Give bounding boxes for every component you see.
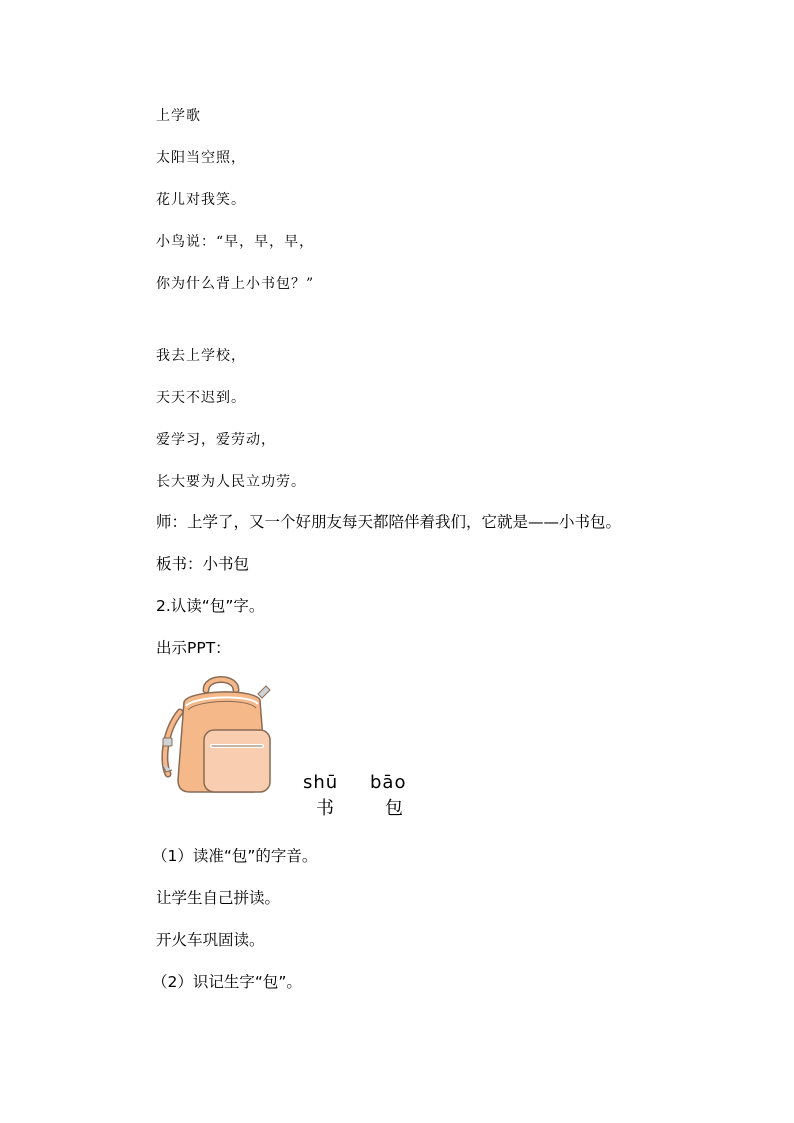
item-1-heading: （1）读准“包”的字音。 <box>152 847 318 865</box>
pinyin-bao: bāo <box>370 772 407 793</box>
poem-line: 太阳当空照， <box>156 150 246 166</box>
poem-line: 长大要为人民立功劳。 <box>156 474 306 490</box>
teacher-line: 师：上学了，又一个好朋友每天都陪伴着我们，它就是——小书包。 <box>156 513 622 531</box>
poem-line: 我去上学校， <box>156 348 246 364</box>
pinyin-shu: shū <box>303 772 339 793</box>
poem-line: 你为什么背上小书包？” <box>156 276 315 292</box>
item-2-heading: （2）识记生字“包”。 <box>152 973 302 991</box>
backpack-icon <box>154 672 276 798</box>
step-2-heading: 2.认读“包”字。 <box>156 597 265 615</box>
hanzi-shu: 书 <box>316 798 334 819</box>
board-writing: 板书：小书包 <box>156 555 250 573</box>
hanzi-bao: 包 <box>385 798 403 819</box>
poem-line: 小鸟说：“早，早，早， <box>156 234 315 250</box>
show-ppt-label: 出示PPT： <box>156 639 231 657</box>
item-1-detail: 开火车巩固读。 <box>156 931 265 949</box>
poem-line: 天天不迟到。 <box>156 390 246 406</box>
poem-line: 爱学习，爱劳动， <box>156 432 276 448</box>
item-1-detail: 让学生自己拼读。 <box>156 889 281 907</box>
poem-title: 上学歌 <box>156 108 201 124</box>
poem-line: 花儿对我笑。 <box>156 192 246 208</box>
